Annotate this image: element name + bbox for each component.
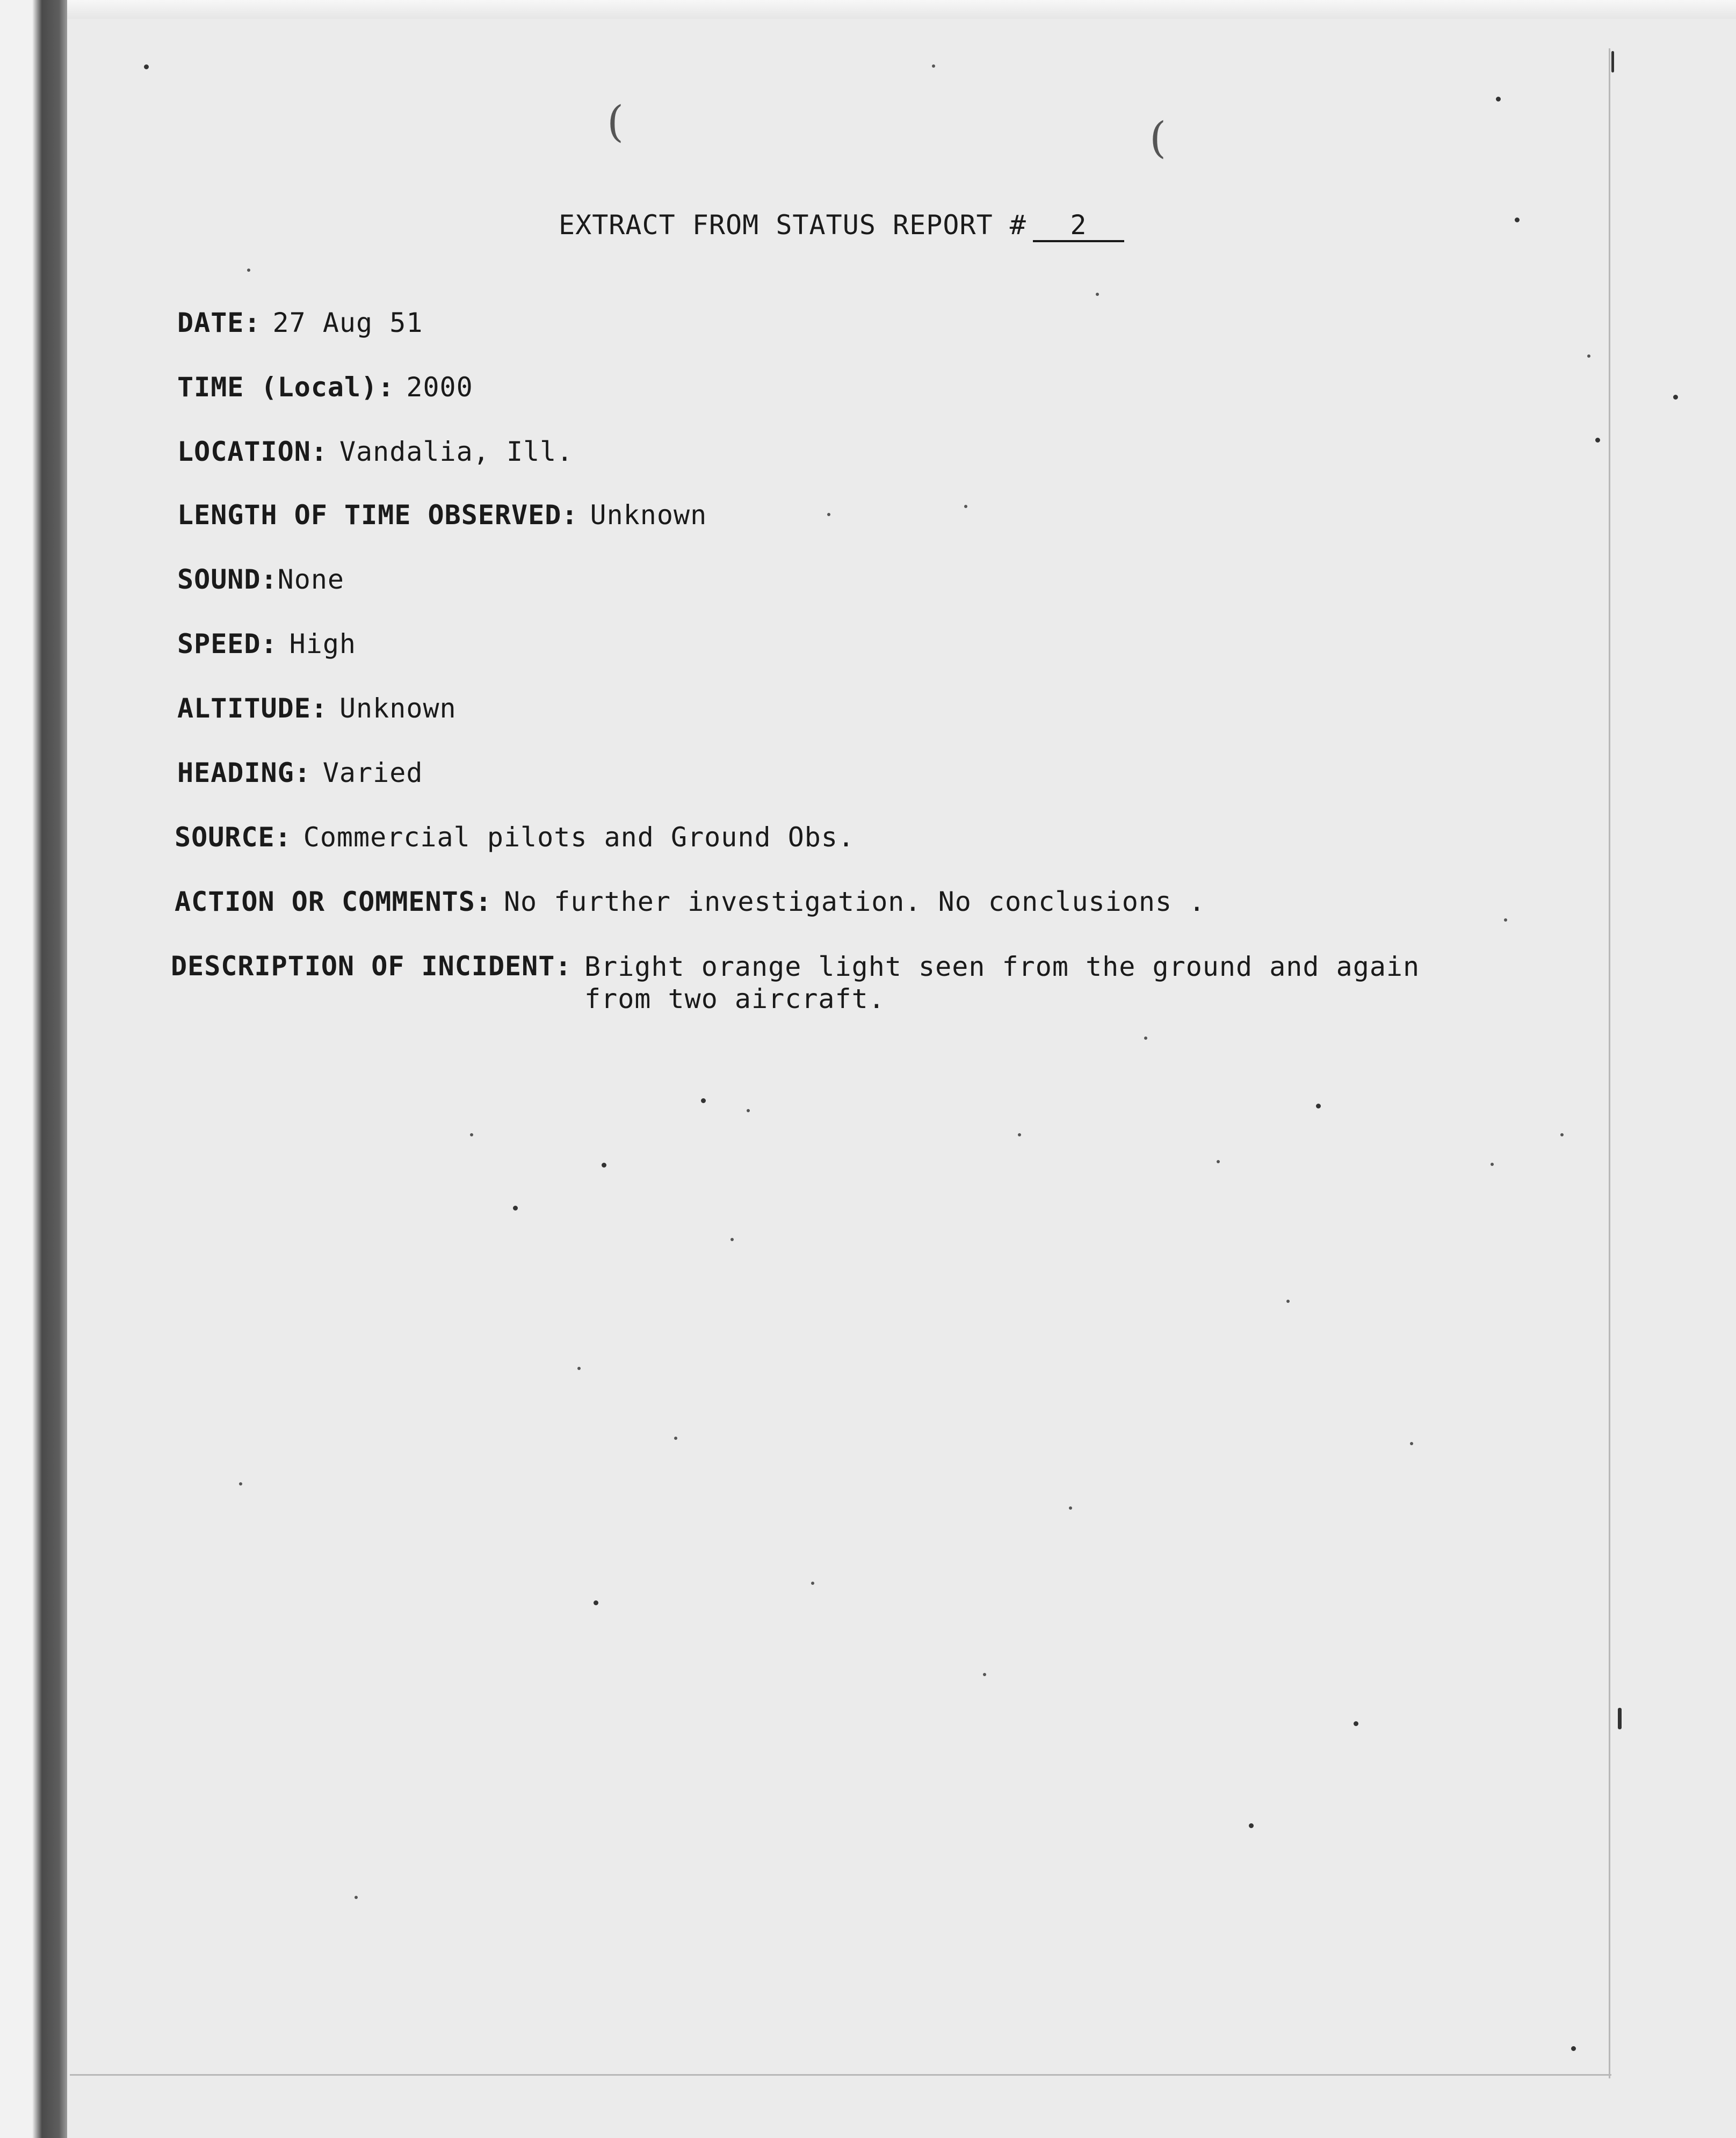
scan-speck (1286, 1300, 1290, 1303)
title-text: EXTRACT FROM STATUS REPORT # (559, 209, 1026, 241)
field-value: Unknown (339, 693, 457, 724)
scan-speck (983, 1673, 986, 1676)
field-value: No further investigation. No conclusions . (503, 886, 1206, 917)
paren-mark-left: ( (607, 97, 624, 147)
frame-right-line (1609, 48, 1610, 2078)
field-label: DESCRIPTION OF INCIDENT: (171, 951, 572, 982)
report-number: 2 (1033, 211, 1124, 242)
field-length-observed (177, 499, 707, 531)
field-action-comments (175, 886, 1205, 917)
scan-speck (1595, 438, 1600, 443)
frame-bottom-line (70, 2074, 1611, 2076)
scan-speck (1096, 293, 1099, 296)
scan-speck (827, 513, 830, 516)
field-label: ALTITUDE: (177, 693, 328, 724)
scan-speck (932, 64, 935, 68)
scan-speck (747, 1109, 750, 1112)
scan-speck (1491, 1163, 1494, 1166)
scan-speck (1611, 51, 1614, 73)
field-source (175, 822, 855, 853)
scan-speck (964, 505, 967, 508)
scan-speck (239, 1482, 242, 1485)
scan-speck (701, 1098, 706, 1103)
scan-speck (602, 1163, 606, 1168)
scan-top-edge (0, 0, 1736, 19)
field-label: TIME (Local): (177, 372, 395, 403)
field-label: SOUND: (177, 564, 278, 595)
field-location (177, 436, 573, 467)
scan-speck (513, 1206, 518, 1211)
field-label: LOCATION: (177, 436, 328, 467)
scan-left-edge (0, 0, 67, 2138)
field-label: ACTION OR COMMENTS: (175, 886, 492, 917)
field-heading (177, 757, 423, 788)
field-label: SOURCE: (175, 822, 292, 853)
scan-speck (577, 1367, 581, 1370)
scan-speck (1618, 1708, 1622, 1729)
field-description (171, 951, 1422, 1015)
scan-speck (355, 1896, 358, 1899)
field-value: Unknown (590, 499, 707, 531)
scan-speck (1515, 218, 1520, 222)
field-time (177, 372, 473, 403)
field-value: Commercial pilots and Ground Obs. (303, 822, 855, 853)
scan-speck (1673, 395, 1678, 400)
scan-speck (674, 1437, 677, 1440)
scan-speck (1571, 2046, 1576, 2051)
field-value: High (289, 628, 357, 659)
scan-speck (1217, 1160, 1220, 1163)
field-speed (177, 628, 356, 659)
scan-speck (1144, 1037, 1147, 1040)
field-value: Varied (322, 757, 423, 788)
field-label: SPEED: (177, 628, 278, 659)
scan-speck (247, 269, 250, 272)
scan-speck (144, 64, 149, 69)
scan-speck (730, 1238, 734, 1241)
scan-speck (1018, 1133, 1021, 1136)
field-altitude (177, 693, 457, 724)
scan-speck (1587, 354, 1590, 358)
scan-speck (1504, 918, 1507, 922)
field-date (177, 307, 423, 338)
field-sound (177, 564, 344, 595)
scan-speck (1560, 1133, 1564, 1136)
field-value: None (277, 564, 345, 595)
field-label: HEADING: (177, 757, 311, 788)
field-value: 2000 (406, 372, 473, 403)
document-title (559, 209, 1124, 242)
scan-speck (594, 1600, 598, 1605)
scan-speck (1496, 97, 1501, 102)
scan-speck (811, 1582, 814, 1585)
scan-speck (1354, 1721, 1358, 1726)
field-value: 27 Aug 51 (272, 307, 423, 338)
field-label: LENGTH OF TIME OBSERVED: (177, 499, 578, 531)
field-value: Bright orange light seen from the ground and again from two aircraft. (584, 951, 1420, 1014)
scan-speck (1316, 1104, 1321, 1108)
scan-speck (470, 1133, 473, 1136)
scan-speck (1069, 1506, 1072, 1510)
paren-mark-right: ( (1149, 113, 1167, 163)
scan-speck (1410, 1442, 1413, 1445)
scan-speck (1249, 1823, 1254, 1828)
field-value: Vandalia, Ill. (339, 436, 574, 467)
field-label: DATE: (177, 307, 261, 338)
